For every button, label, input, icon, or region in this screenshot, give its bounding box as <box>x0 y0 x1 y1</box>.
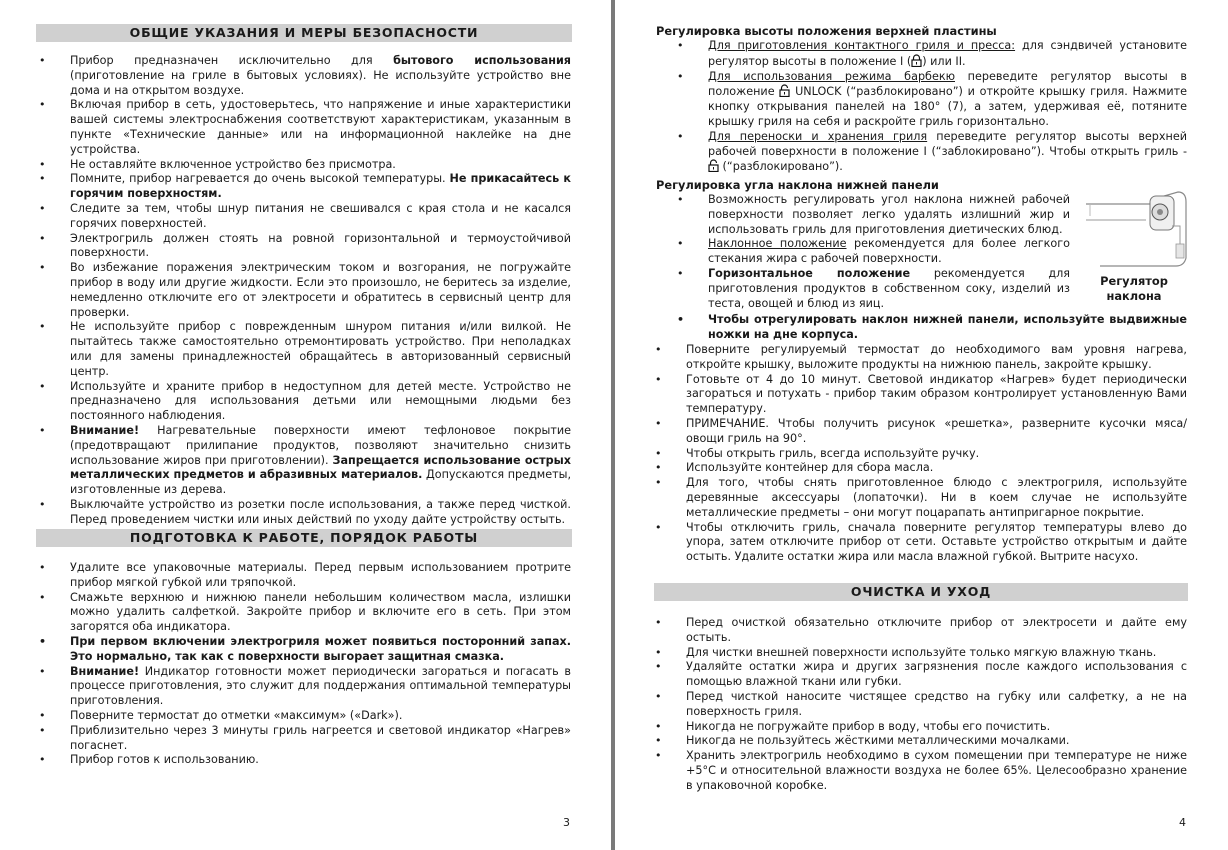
padlock-closed-icon <box>911 54 922 67</box>
padlock-open-icon <box>708 159 719 172</box>
list-item: • Внимание! Нагревательные поверхности имеют тефлоновое покрытие (предотвращают прилипание продуктов, позволяют значительно снизить использование жиров при приготовлении). Запрещается использование острых металлических предметов и абразивных материалов. Допускаются предметы, изготовленные из дерева. <box>70 424 571 498</box>
list-item: • Наклонное положение рекомендуется для более легкого стекания жира с рабочей поверхности. <box>708 237 1070 267</box>
list-item: • Прибор готов к использованию. <box>70 753 571 768</box>
page-number: 3 <box>563 816 570 829</box>
padlock-open-icon <box>779 84 790 97</box>
list-item: • Перед очисткой обязательно отключите прибор от электросети и дайте ему остыть. <box>686 616 1187 646</box>
list-item: • Помните, прибор нагревается до очень высокой температуры. Не прикасайтесь к горячим поверхностям. <box>70 172 571 202</box>
height-list <box>708 39 1187 175</box>
list-item: • Не используйте прибор с поврежденным шнуром питания и/или вилкой. Не пытайтесь также самостоятельно отремонтировать устройство. При неполадках или для замены принадлежностей обращайтесь в авторизованный сервисный центр. <box>70 320 571 379</box>
height-adjust-title: Регулировка высоты положения верхней пластины <box>656 24 997 38</box>
prep-list <box>70 561 571 768</box>
cleaning-heading: ОЧИСТКА И УХОД <box>654 583 1188 601</box>
list-item: • Чтобы отключить гриль, сначала поверните регулятор температуры влево до упора, затем отключите прибор от сети. Оставьте устройство открытым и дайте остыть. Удалите остатки жира или масла влажной губкой. Вытрите насухо. <box>686 521 1187 565</box>
page-4 <box>616 0 1228 850</box>
tilt-list-cont <box>708 313 1187 343</box>
list-item: • Возможность регулировать угол наклона нижней рабочей поверхности позволяет легко удалять излишний жир и использовать гриль для приготовления диетических блюд. <box>708 193 1070 237</box>
list-item: • Чтобы отрегулировать наклон нижней панели, используйте выдвижные ножки на дне корпуса. <box>708 313 1187 343</box>
list-item: • Удалите все упаковочные материалы. Перед первым использованием протрите прибор мягкой губкой или тряпочкой. <box>70 561 571 591</box>
regulator-caption: Регулятор наклона <box>1100 274 1168 303</box>
list-item: • ПРИМЕЧАНИЕ. Чтобы получить рисунок «решетка», разверните кусочки мяса/овощи гриль на 90°. <box>686 417 1187 447</box>
prep-heading: ПОДГОТОВКА К РАБОТЕ, ПОРЯДОК РАБОТЫ <box>36 529 572 547</box>
list-item: • Для переноски и хранения гриля переведите регулятор высоты верхней рабочей поверхности в положение I (“заблокировано”). Чтобы открыть гриль - (“разблокировано”). <box>708 130 1187 175</box>
list-item: • Горизонтальное положение рекомендуется для приготовления продуктов в собственном соку, изделий из теста, овощей и блюд из яиц. <box>708 267 1070 311</box>
list-item: • При первом включении электрогриля может появиться посторонний запах. Это нормально, так как с поверхности выгорает защитная смазка. <box>70 635 571 665</box>
list-item: • Следите за тем, чтобы шнур питания не свешивался с края стола и не касался горячих поверхностей. <box>70 202 571 232</box>
list-item: • Электрогриль должен стоять на ровной горизонтальной и термоустойчивой поверхности. <box>70 232 571 262</box>
list-item: • Включая прибор в сеть, удостоверьтесь, что напряжение и иные характеристики вашей системы электроснабжения соответствуют характеристикам, указанным в пункте «Технические данные» или на информационной наклейке на дне устройства. <box>70 98 571 157</box>
cleaning-list <box>686 616 1187 794</box>
list-item: • Для того, чтобы снять приготовленное блюдо с электрогриля, используйте деревянные аксессуары (лопаточки). Ни в коем случае не используйте металлические предметы – они могут поцарапать антипригарное покрытие. <box>686 476 1187 520</box>
list-item: • Во избежание поражения электрическим током и возгорания, не погружайте прибор в воду или другие жидкости. Если это произошло, не беритесь за изделие, немедленно отключите его от электросети и обратитесь в сервисный центр для проверки. <box>70 261 571 320</box>
page-3 <box>0 0 612 850</box>
tilt-adjust-title: Регулировка угла наклона нижней панели <box>656 178 939 192</box>
list-item: • Перед чисткой наносите чистящее средство на губку или салфетку, а не на поверхность гриля. <box>686 690 1187 720</box>
list-item: • Приблизительно через 3 минуты гриль нагреется и световой индикатор «Нагрев» погаснет. <box>70 724 571 754</box>
list-item: • Готовьте от 4 до 10 минут. Световой индикатор «Нагрев» будет периодически загораться и потухать - прибор таким образом контролирует установленную Вами температуру. <box>686 373 1187 417</box>
list-item: • Используйте контейнер для сбора масла. <box>686 461 1187 476</box>
safety-list <box>70 54 571 528</box>
list-item: • Для чистки внешней поверхности используйте только мягкую влажную ткань. <box>686 646 1187 661</box>
list-item: • Не оставляйте включенное устройство без присмотра. <box>70 158 571 173</box>
list-item: • Никогда не погружайте прибор в воду, чтобы его почистить. <box>686 720 1187 735</box>
list-item: • Поверните регулируемый термостат до необходимого вам уровня нагрева, откройте крышку, выложите продукты на нижнюю панель, закройте крышку. <box>686 343 1187 373</box>
list-item: • Прибор предназначен исключительно для бытового использования (приготовление на гриле в бытовых условиях). Не используйте устройство вне дома и на открытом воздухе. <box>70 54 571 98</box>
list-item: • Выключайте устройство из розетки после использования, а также перед чисткой. Перед проведением чистки или иных действий по уходу дайте устройству остыть. <box>70 498 571 528</box>
usage-list <box>686 343 1187 565</box>
list-item: • Никогда не пользуйтесь жёсткими металлическими мочалками. <box>686 734 1187 749</box>
list-item: • Чтобы открыть гриль, всегда используйте ручку. <box>686 447 1187 462</box>
list-item: • Внимание! Индикатор готовности может периодически загораться и погасать в процессе приготовления, это служит для поддержания оптимальной температуры приготовления. <box>70 665 571 709</box>
tilt-list <box>708 193 1070 311</box>
tilt-regulator-illustration <box>1080 186 1188 268</box>
list-item: • Поверните термостат до отметки «максимум» («Dark»). <box>70 709 571 724</box>
list-item: • Для использования режима барбекю переведите регулятор высоты в положение UNLOCK (“разблокировано”) и откройте крышку гриля. Нажмите кнопку открывания панелей на 180° (7), а затем, удерживая её, потяните крышку гриля на себя и раскройте гриль горизонтально. <box>708 70 1187 130</box>
list-item: • Используйте и храните прибор в недоступном для детей месте. Устройство не предназначено для использования детьми или немощными людьми без постоянного наблюдения. <box>70 380 571 424</box>
page-number: 4 <box>1179 816 1186 829</box>
list-item: • Смажьте верхнюю и нижнюю панели небольшим количеством масла, излишки можно удалить салфеткой. Закройте прибор и включите его в сеть. При этом загорятся оба индикатора. <box>70 591 571 635</box>
safety-heading: ОБЩИЕ УКАЗАНИЯ И МЕРЫ БЕЗОПАСНОСТИ <box>36 24 572 42</box>
list-item: • Хранить электрогриль необходимо в сухом помещении при температуре не ниже +5°С и относительной влажности воздуха не более 65%. Целесообразно хранение в упаковочной коробке. <box>686 749 1187 793</box>
list-item: • Для приготовления контактного гриля и пресса: для сэндвичей установите регулятор высоты в положение I ( ) или II. <box>708 39 1187 70</box>
list-item: • Удаляйте остатки жира и других загрязнения после каждого использования с помощью влажной ткани или губки. <box>686 660 1187 690</box>
